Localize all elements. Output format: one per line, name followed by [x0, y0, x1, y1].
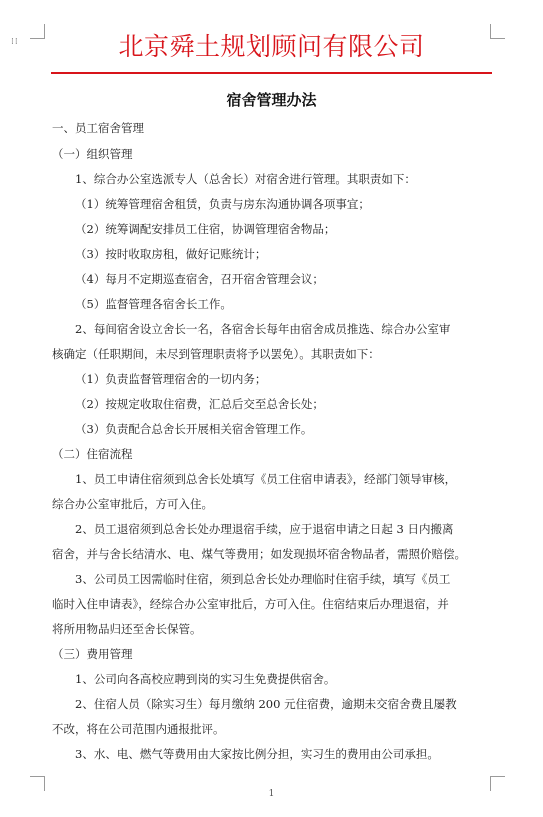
header-red-rule [51, 72, 492, 74]
paragraph-line: 1、员工申请住宿须到总舍长处填写《员工住宿申请表》，经部门领导审核， [75, 472, 457, 486]
paragraph-line: 2、员工退宿须到总舍长处办理退宿手续，应于退宿申请之日起 3 日内搬离 [75, 522, 454, 536]
paragraph-line: 将所用物品归还至舍长保管。 [52, 622, 202, 636]
page-number: 1 [268, 789, 275, 799]
list-item: （4）每月不定期巡查宿舍，召开宿舍管理会议； [75, 272, 324, 286]
list-item: （2）按规定收取住宿费，汇总后交至总舍长处； [75, 397, 324, 411]
paragraph-line: 3、水、电、燃气等费用由大家按比例分担，实习生的费用由公司承担。 [75, 747, 439, 761]
list-item: （2）统筹调配安排员工住宿，协调管理宿舍物品； [75, 222, 336, 236]
paragraph-line: 3、公司员工因需临时住宿，须到总舍长处办理临时住宿手续，填写《员工 [75, 572, 451, 586]
drag-handle-icon[interactable]: ⁞⁞ [11, 37, 19, 47]
list-item: （1）统筹管理宿舍租赁，负责与房东沟通协调各项事宜； [75, 197, 370, 211]
list-item: （1）负责监督管理宿舍的一切内务； [75, 372, 267, 386]
company-name-header: 北京舜土规划顾问有限公司 [118, 32, 425, 61]
paragraph-line: 1、公司向各高校应聘到岗的实习生免费提供宿舍。 [75, 672, 336, 686]
list-item: （3）负责配合总舍长开展相关宿舍管理工作。 [75, 422, 313, 436]
paragraph-line: 1、综合办公室选派专人（总舍长）对宿舍进行管理。其职责如下： [75, 172, 416, 186]
paragraph-line: 不改，将在公司范围内通报批评。 [52, 722, 225, 736]
paragraph-line: 核确定（任职期间，未尽到管理职责将予以罢免）。其职责如下： [52, 347, 380, 361]
document-title: 宿舍管理办法 [226, 91, 317, 109]
paragraph-line: 临时入住申请表》，经综合办公室审批后，方可入住。住宿结束后办理退宿，并 [52, 597, 449, 611]
subsection-heading: （二）住宿流程 [52, 447, 133, 461]
paragraph-line: 宿舍，并与舍长结清水、电、煤气等费用；如发现损坏宿舍物品者，需照价赔偿。 [52, 547, 466, 561]
list-item: （5）监督管理各宿舍长工作。 [75, 297, 232, 311]
list-item: （3）按时收取房租，做好记账统计； [75, 247, 267, 261]
subsection-heading: （一）组织管理 [52, 147, 133, 161]
paragraph-line: 2、住宿人员（除实习生）每月缴纳 200 元住宿费，逾期未交宿舍费且屡教 [75, 697, 457, 711]
paragraph-line: 综合办公室审批后，方可入住。 [52, 497, 213, 511]
section-heading: 一、员工宿舍管理 [52, 121, 144, 135]
paragraph-line: 2、每间宿舍设立舍长一名，各宿舍长每年由宿舍成员推选、综合办公室审 [75, 322, 451, 336]
subsection-heading: （三）费用管理 [52, 647, 133, 661]
